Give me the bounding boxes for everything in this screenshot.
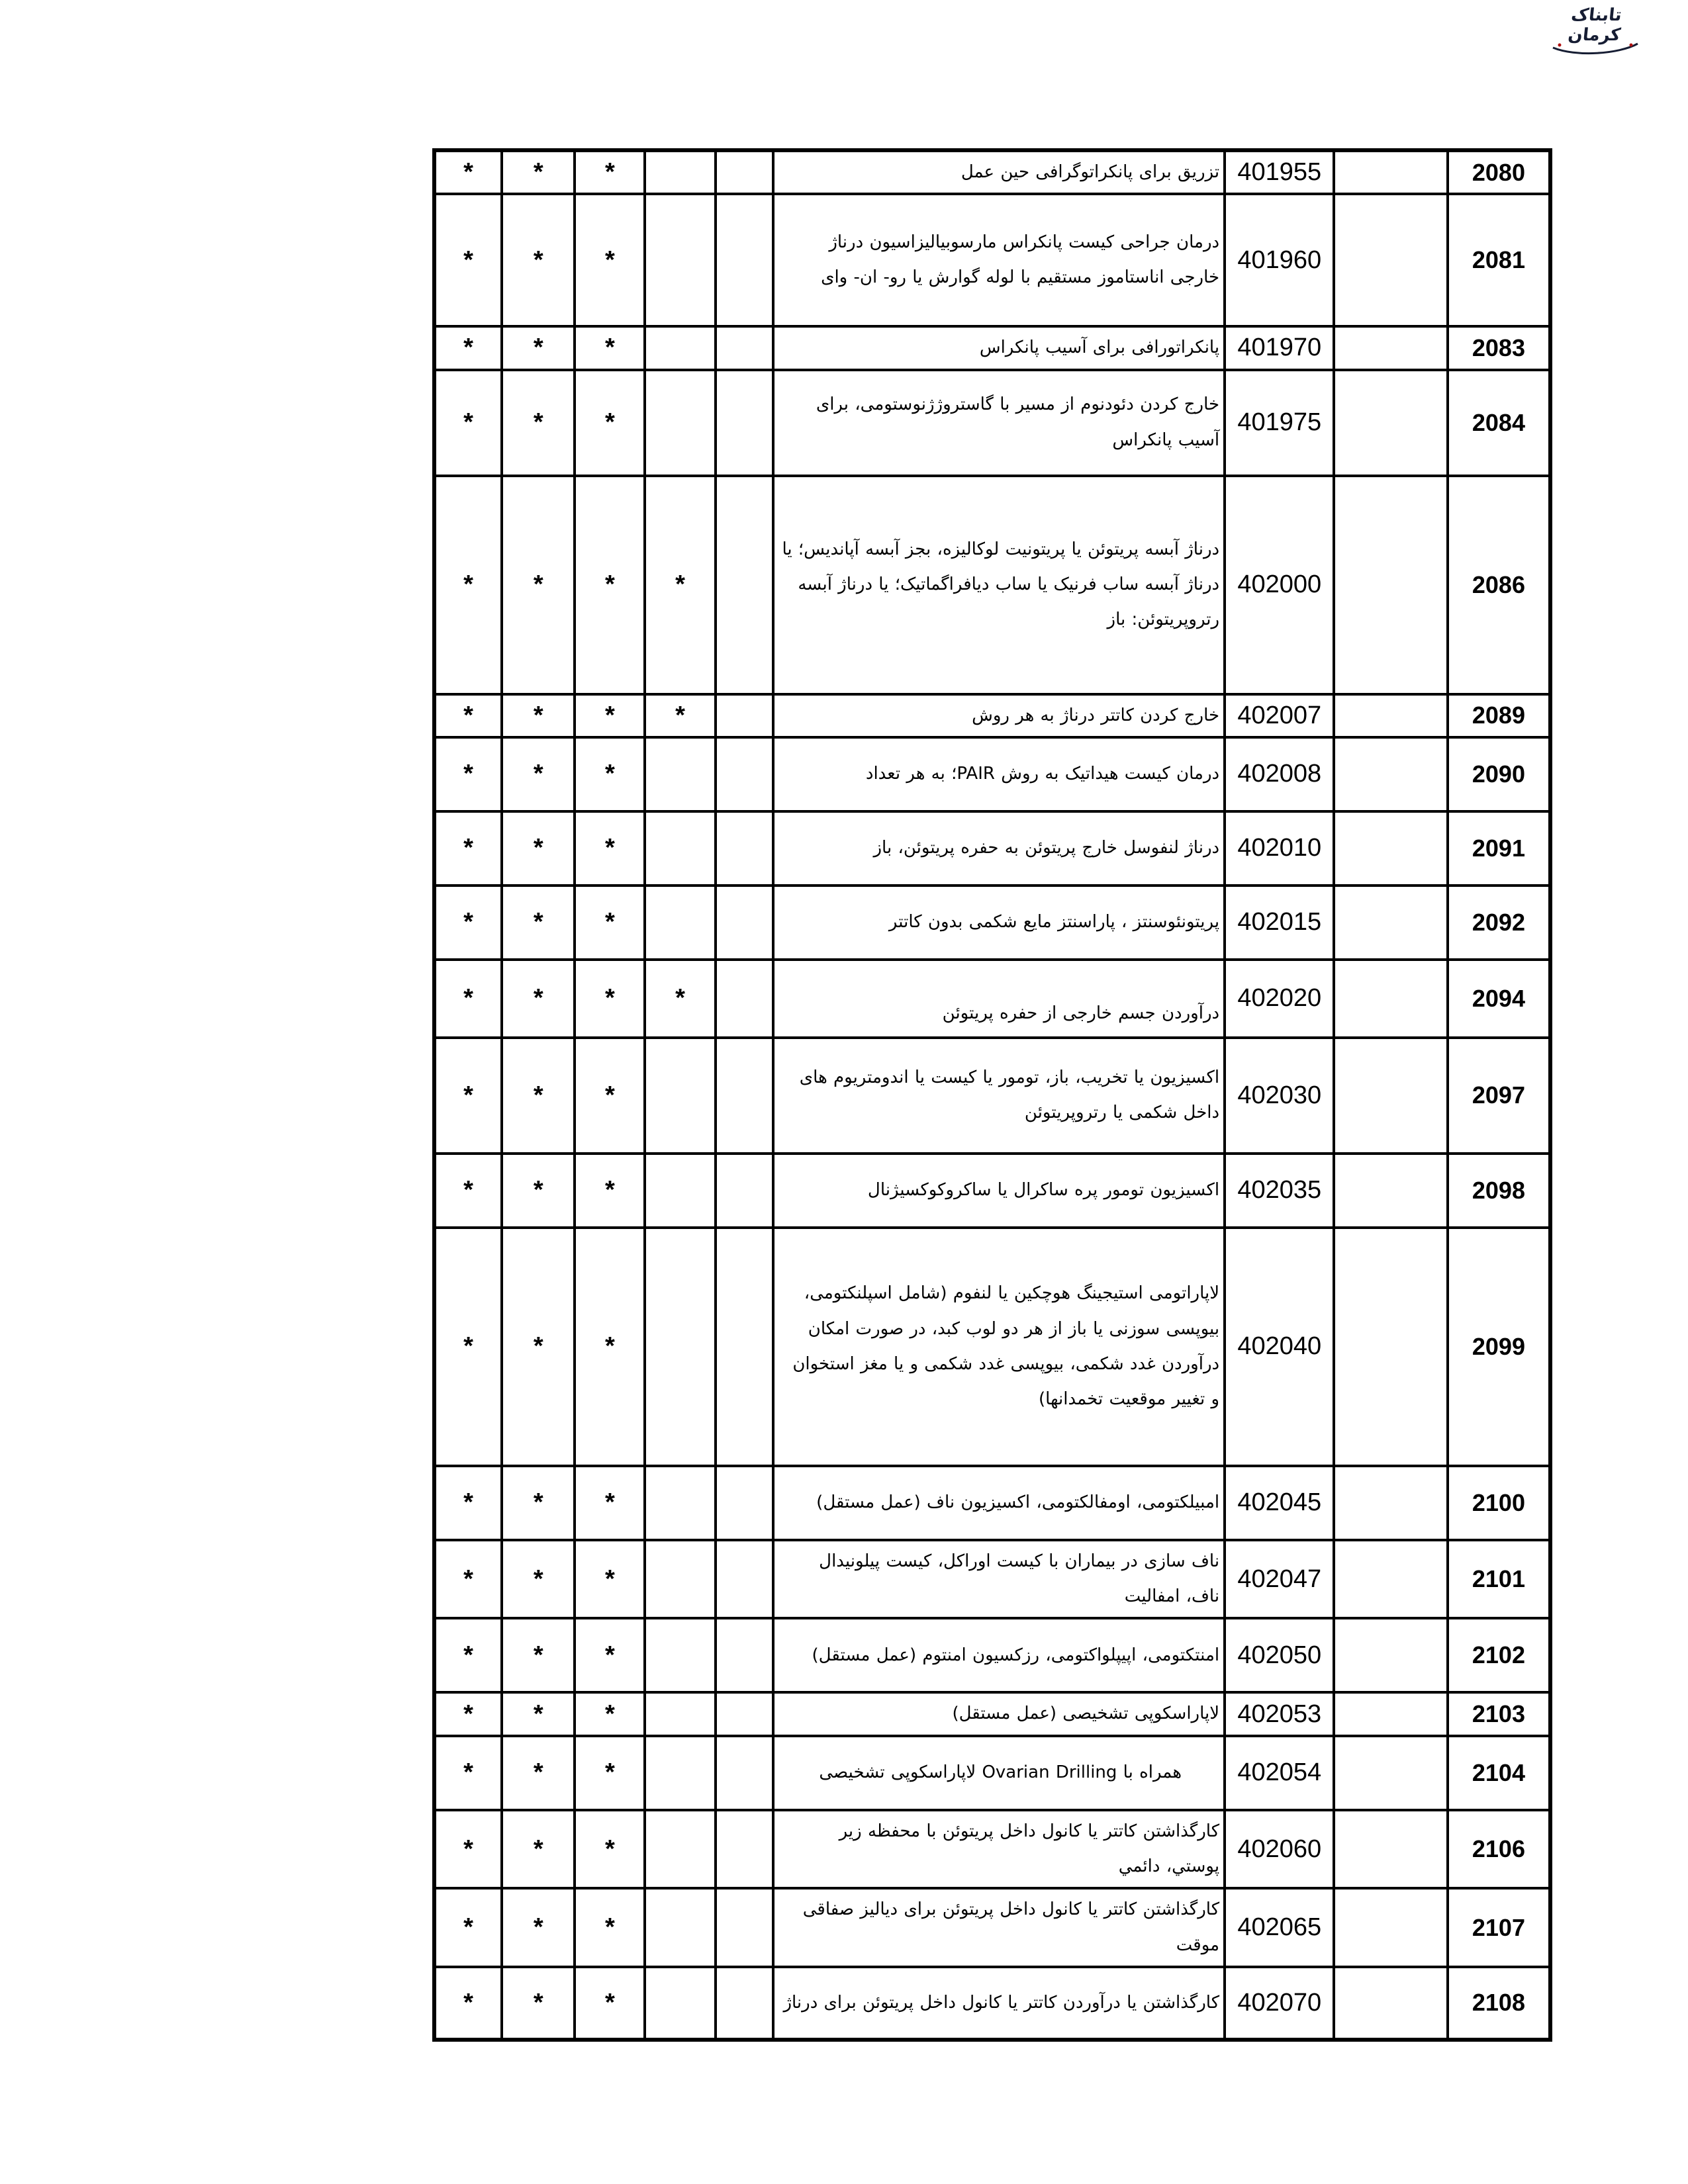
empty-cell-a [1334, 1967, 1447, 2040]
row-code-cell: 2083 [1448, 326, 1550, 369]
empty-cell-a [1334, 370, 1447, 476]
peach-mark-cell: * [502, 886, 575, 960]
empty-cell-b [716, 1618, 774, 1692]
empty-cell-a [1334, 694, 1447, 737]
empty-cell-a [1334, 1466, 1447, 1540]
description-cell: همراه با Ovarian Drilling لاپاراسکوپی تشخیصی [773, 1736, 1225, 1810]
row-code-cell: 2098 [1448, 1154, 1550, 1228]
special-mark-cell [645, 1967, 715, 2040]
description-cell: اکسیزیون یا تخریب، باز، تومور یا کیست یا اندومتریوم های داخل شکمی یا رتروپریتوئن [773, 1038, 1225, 1154]
empty-cell-b [716, 1154, 774, 1228]
national-code-cell: 401970 [1225, 326, 1334, 369]
empty-cell-a [1334, 150, 1447, 194]
special-mark-cell [645, 1154, 715, 1228]
national-code-cell: 402020 [1225, 960, 1334, 1038]
gray-mark-cell: * [434, 1692, 502, 1735]
empty-cell-a [1334, 1888, 1447, 1967]
gray-mark-cell: * [434, 694, 502, 737]
gray-mark-cell: * [434, 737, 502, 811]
special-mark-cell [645, 1540, 715, 1619]
peach-mark-cell: * [502, 150, 575, 194]
peach-mark-cell: * [502, 1038, 575, 1154]
national-code-cell: 402054 [1225, 1736, 1334, 1810]
tabnak-kerman-logo [1546, 5, 1645, 56]
special-mark-cell [645, 886, 715, 960]
gray-mark-cell: * [434, 1228, 502, 1466]
table-row [434, 960, 1550, 1038]
table-row [434, 1692, 1550, 1735]
national-code-cell: 402070 [1225, 1967, 1334, 2040]
special-mark-cell [645, 1810, 715, 1889]
empty-cell-b [716, 150, 774, 194]
special-mark-cell [645, 1736, 715, 1810]
special-mark-cell: * [645, 694, 715, 737]
blue-mark-cell: * [575, 1618, 645, 1692]
description-cell: درمان جراحی کیست پانکراس مارسوبیالیزاسیون درناژ خارجی اناستاموز مستقیم با لوله گوارش یا رو- ان- وای [773, 194, 1225, 326]
peach-mark-cell: * [502, 476, 575, 694]
procedures-table [432, 148, 1552, 2042]
row-code-cell: 2080 [1448, 150, 1550, 194]
gray-mark-cell: * [434, 1154, 502, 1228]
gray-mark-cell: * [434, 1466, 502, 1540]
row-code-cell: 2106 [1448, 1810, 1550, 1889]
peach-mark-cell: * [502, 1540, 575, 1619]
row-code-cell: 2091 [1448, 811, 1550, 886]
table-row [434, 150, 1550, 194]
empty-cell-b [716, 1736, 774, 1810]
national-code-cell: 401955 [1225, 150, 1334, 194]
blue-mark-cell: * [575, 150, 645, 194]
table-row [434, 811, 1550, 886]
table-row [434, 370, 1550, 476]
special-mark-cell [645, 194, 715, 326]
blue-mark-cell: * [575, 811, 645, 886]
national-code-cell: 402010 [1225, 811, 1334, 886]
table-row [434, 194, 1550, 326]
national-code-cell: 402008 [1225, 737, 1334, 811]
empty-cell-b [716, 811, 774, 886]
row-code-cell: 2104 [1448, 1736, 1550, 1810]
empty-cell-a [1334, 476, 1447, 694]
row-code-cell: 2107 [1448, 1888, 1550, 1967]
blue-mark-cell: * [575, 1154, 645, 1228]
gray-mark-cell: * [434, 150, 502, 194]
special-mark-cell [645, 370, 715, 476]
description-cell: کارگذاشتن کاتتر یا کانول داخل پریتوئن با محفظه زیر پوستي، دائمي [773, 1810, 1225, 1889]
empty-cell-a [1334, 1736, 1447, 1810]
national-code-cell: 402007 [1225, 694, 1334, 737]
peach-mark-cell: * [502, 326, 575, 369]
special-mark-cell [645, 326, 715, 369]
empty-cell-a [1334, 737, 1447, 811]
procedures-table-body [434, 150, 1550, 2040]
table-row [434, 1466, 1550, 1540]
gray-mark-cell: * [434, 1810, 502, 1889]
description-cell: کارگذاشتن کاتتر یا کانول داخل پریتوئن برای دیالیز صفاقی موقت [773, 1888, 1225, 1967]
row-code-cell: 2100 [1448, 1466, 1550, 1540]
special-mark-cell [645, 1888, 715, 1967]
peach-mark-cell: * [502, 694, 575, 737]
table-row [434, 1038, 1550, 1154]
peach-mark-cell: * [502, 1154, 575, 1228]
peach-mark-cell: * [502, 1967, 575, 2040]
blue-mark-cell: * [575, 1228, 645, 1466]
blue-mark-cell: * [575, 1967, 645, 2040]
peach-mark-cell: * [502, 370, 575, 476]
table-row [434, 694, 1550, 737]
table-row [434, 737, 1550, 811]
gray-mark-cell: * [434, 370, 502, 476]
gray-mark-cell: * [434, 1540, 502, 1619]
blue-mark-cell: * [575, 370, 645, 476]
blue-mark-cell: * [575, 476, 645, 694]
row-code-cell: 2092 [1448, 886, 1550, 960]
row-code-cell: 2090 [1448, 737, 1550, 811]
peach-mark-cell: * [502, 737, 575, 811]
special-mark-cell [645, 811, 715, 886]
empty-cell-a [1334, 1692, 1447, 1735]
empty-cell-a [1334, 1038, 1447, 1154]
empty-cell-b [716, 694, 774, 737]
row-code-cell: 2108 [1448, 1967, 1550, 2040]
special-mark-cell [645, 1692, 715, 1735]
peach-mark-cell: * [502, 811, 575, 886]
special-mark-cell [645, 1618, 715, 1692]
empty-cell-b [716, 960, 774, 1038]
peach-mark-cell: * [502, 194, 575, 326]
empty-cell-b [716, 370, 774, 476]
peach-mark-cell: * [502, 1736, 575, 1810]
table-row [434, 1967, 1550, 2040]
gray-mark-cell: * [434, 1618, 502, 1692]
empty-cell-b [716, 1967, 774, 2040]
blue-mark-cell: * [575, 694, 645, 737]
special-mark-cell: * [645, 476, 715, 694]
empty-cell-a [1334, 194, 1447, 326]
gray-mark-cell: * [434, 1736, 502, 1810]
blue-mark-cell: * [575, 886, 645, 960]
national-code-cell: 401975 [1225, 370, 1334, 476]
description-cell: امبیلکتومی، اومفالکتومی، اکسیزیون ناف (عمل مستقل) [773, 1466, 1225, 1540]
blue-mark-cell: * [575, 1692, 645, 1735]
empty-cell-a [1334, 811, 1447, 886]
national-code-cell: 402047 [1225, 1540, 1334, 1619]
blue-mark-cell: * [575, 1888, 645, 1967]
empty-cell-a [1334, 326, 1447, 369]
special-mark-cell: * [645, 960, 715, 1038]
empty-cell-b [716, 1692, 774, 1735]
empty-cell-b [716, 1810, 774, 1889]
special-mark-cell [645, 1466, 715, 1540]
table-row [434, 1618, 1550, 1692]
blue-mark-cell: * [575, 737, 645, 811]
table-row [434, 1154, 1550, 1228]
description-cell: درآوردن جسم خارجی از حفره پریتوئن [773, 960, 1225, 1038]
empty-cell-a [1334, 886, 1447, 960]
gray-mark-cell: * [434, 476, 502, 694]
description-cell: اکسیزیون تومور پره ساکرال یا ساکروکوکسیژنال [773, 1154, 1225, 1228]
blue-mark-cell: * [575, 1466, 645, 1540]
row-code-cell: 2099 [1448, 1228, 1550, 1466]
description-cell: درناژ لنفوسل خارج پریتوئن به حفره پریتوئن، باز [773, 811, 1225, 886]
logo-text: تابناک کرمان [1567, 5, 1623, 45]
empty-cell-b [716, 1540, 774, 1619]
national-code-cell: 402045 [1225, 1466, 1334, 1540]
description-cell: تزریق برای پانکراتوگرافی حین عمل [773, 150, 1225, 194]
peach-mark-cell: * [502, 1618, 575, 1692]
blue-mark-cell: * [575, 194, 645, 326]
peach-mark-cell: * [502, 1466, 575, 1540]
empty-cell-a [1334, 1810, 1447, 1889]
national-code-cell: 402053 [1225, 1692, 1334, 1735]
empty-cell-b [716, 194, 774, 326]
empty-cell-b [716, 326, 774, 369]
special-mark-cell [645, 1228, 715, 1466]
row-code-cell: 2084 [1448, 370, 1550, 476]
empty-cell-a [1334, 1540, 1447, 1619]
gray-mark-cell: * [434, 1967, 502, 2040]
row-code-cell: 2081 [1448, 194, 1550, 326]
table-row [434, 1888, 1550, 1967]
row-code-cell: 2103 [1448, 1692, 1550, 1735]
special-mark-cell [645, 1038, 715, 1154]
peach-mark-cell: * [502, 1692, 575, 1735]
empty-cell-b [716, 476, 774, 694]
gray-mark-cell: * [434, 886, 502, 960]
description-cell: خارج کردن کاتتر درناژ به هر روش [773, 694, 1225, 737]
empty-cell-b [716, 886, 774, 960]
empty-cell-a [1334, 1618, 1447, 1692]
empty-cell-a [1334, 960, 1447, 1038]
table-row [434, 1540, 1550, 1619]
description-cell: کارگذاشتن یا درآوردن کاتتر یا کانول داخل پریتوئن برای درناژ [773, 1967, 1225, 2040]
blue-mark-cell: * [575, 1810, 645, 1889]
empty-cell-a [1334, 1228, 1447, 1466]
blue-mark-cell: * [575, 326, 645, 369]
peach-mark-cell: * [502, 1228, 575, 1466]
blue-mark-cell: * [575, 960, 645, 1038]
description-cell: درناژ آبسه پریتوئن یا پریتونیت لوکالیزه، بجز آبسه آپاندیس؛ یا درناژ آبسه ساب فرنیک یا ساب دیافراگماتیک؛ یا درناژ آبسه رتروپریتوئن: باز [773, 476, 1225, 694]
peach-mark-cell: * [502, 1810, 575, 1889]
gray-mark-cell: * [434, 1888, 502, 1967]
special-mark-cell [645, 150, 715, 194]
row-code-cell: 2097 [1448, 1038, 1550, 1154]
empty-cell-b [716, 1888, 774, 1967]
national-code-cell: 402030 [1225, 1038, 1334, 1154]
gray-mark-cell: * [434, 811, 502, 886]
blue-mark-cell: * [575, 1736, 645, 1810]
national-code-cell: 402040 [1225, 1228, 1334, 1466]
row-code-cell: 2094 [1448, 960, 1550, 1038]
empty-cell-b [716, 737, 774, 811]
national-code-cell: 402015 [1225, 886, 1334, 960]
empty-cell-b [716, 1466, 774, 1540]
description-cell: پانکراتورافی برای آسیب پانکراس [773, 326, 1225, 369]
description-cell: خارج کردن دئودنوم از مسیر با گاستروژژنوستومی، برای آسیب پانکراس [773, 370, 1225, 476]
description-cell: ناف سازی در بیماران با کیست اوراکل، کیست پیلونیدال ناف، امفالیت [773, 1540, 1225, 1619]
description-cell: امنتکتومی، اپیپلواکتومی، رزکسیون امنتوم (عمل مستقل) [773, 1618, 1225, 1692]
gray-mark-cell: * [434, 326, 502, 369]
description-cell: لاپاراتومی استیجینگ هوچکین یا لنفوم (شامل اسپلنکتومی، بیوپسی سوزنی یا باز از هر دو لوب کبد، در صورت امکان درآوردن غدد شکمی، بیوپسی غدد شکمی و یا مغز استخوان و تغییر موقعیت تخمدانها) [773, 1228, 1225, 1466]
national-code-cell: 401960 [1225, 194, 1334, 326]
description-cell: پریتونئوسنتز ، پاراسنتز مایع شکمی بدون کاتتر [773, 886, 1225, 960]
national-code-cell: 402000 [1225, 476, 1334, 694]
table-row [434, 1810, 1550, 1889]
table-row [434, 1736, 1550, 1810]
gray-mark-cell: * [434, 194, 502, 326]
national-code-cell: 402060 [1225, 1810, 1334, 1889]
table-row [434, 326, 1550, 369]
table-row [434, 886, 1550, 960]
national-code-cell: 402050 [1225, 1618, 1334, 1692]
blue-mark-cell: * [575, 1540, 645, 1619]
gray-mark-cell: * [434, 1038, 502, 1154]
row-code-cell: 2102 [1448, 1618, 1550, 1692]
empty-cell-b [716, 1228, 774, 1466]
peach-mark-cell: * [502, 960, 575, 1038]
table-row [434, 476, 1550, 694]
description-cell: درمان کیست هیداتیک به روش PAIR؛ به هر تعداد [773, 737, 1225, 811]
empty-cell-a [1334, 1154, 1447, 1228]
special-mark-cell [645, 737, 715, 811]
row-code-cell: 2086 [1448, 476, 1550, 694]
table-row [434, 1228, 1550, 1466]
national-code-cell: 402065 [1225, 1888, 1334, 1967]
row-code-cell: 2089 [1448, 694, 1550, 737]
empty-cell-b [716, 1038, 774, 1154]
blue-mark-cell: * [575, 1038, 645, 1154]
gray-mark-cell: * [434, 960, 502, 1038]
description-cell: لاپاراسکوپی تشخیصی (عمل مستقل) [773, 1692, 1225, 1735]
national-code-cell: 402035 [1225, 1154, 1334, 1228]
peach-mark-cell: * [502, 1888, 575, 1967]
row-code-cell: 2101 [1448, 1540, 1550, 1619]
